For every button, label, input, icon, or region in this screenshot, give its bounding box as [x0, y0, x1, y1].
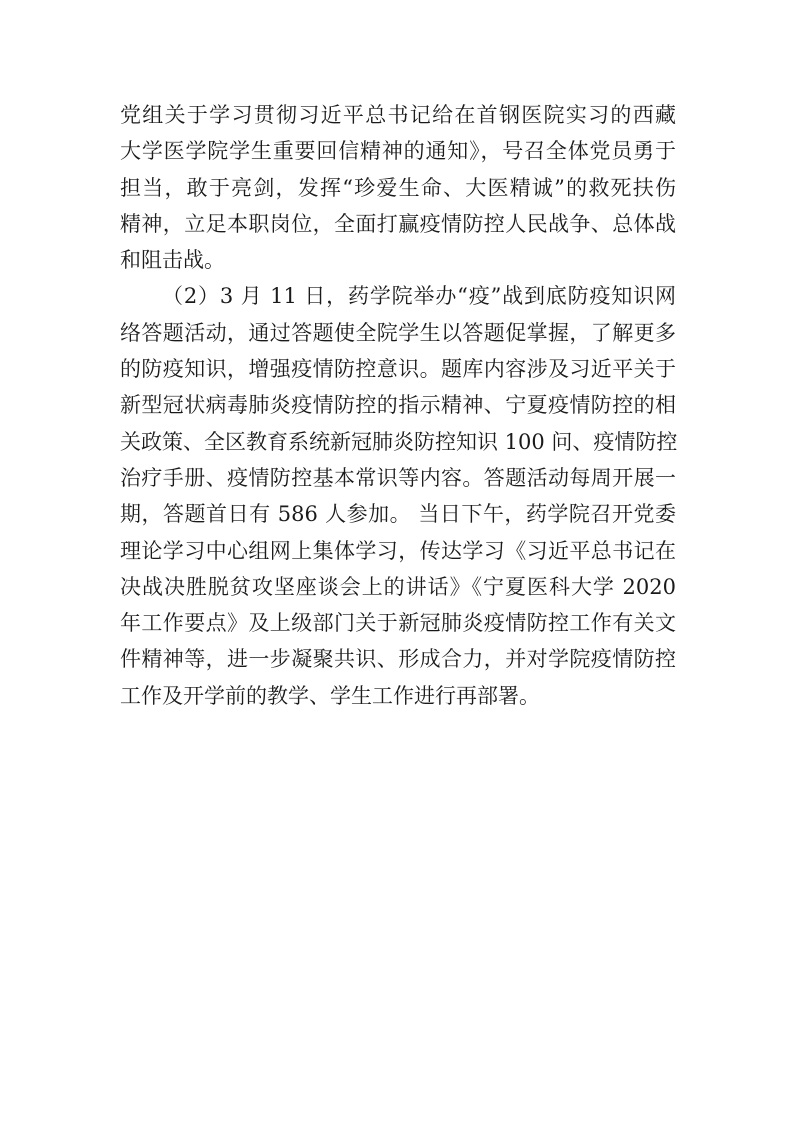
- text-line: 新型冠状病毒肺炎疫情防控的指示精神、宁夏疫情防控的相: [120, 393, 676, 418]
- text-line: 和阻击战。: [120, 248, 225, 273]
- text-line: 件精神等，进一步凝聚共识、形成合力，并对学院疫情防控: [120, 647, 676, 672]
- text-line: 决战决胜脱贫攻坚座谈会上的讲话》《宁夏医科大学 2020: [120, 574, 676, 599]
- text-line: 理论学习中心组网上集体学习，传达学习《习近平总书记在: [120, 538, 676, 563]
- document-body: [120, 97, 676, 714]
- text-line: 党组关于学习贯彻习近平总书记给在首钢医院实习的西藏: [120, 103, 676, 127]
- text-line: 关政策、全区教育系统新冠肺炎防控知识 100 问、疫情防控: [120, 429, 678, 454]
- text-line: 担当，敢于亮剑，发挥“珍爱生命、大医精诚”的救死扶伤: [120, 175, 676, 200]
- text-line: 大学医学院学生重要回信精神的通知》，号召全体党员勇于: [120, 139, 676, 164]
- text-line: 年工作要点》及上级部门关于新冠肺炎疫情防控工作有关文: [120, 611, 676, 636]
- text-line: 工作及开学前的教学、学生工作进行再部署。: [120, 683, 540, 708]
- text-line: 期，答题首日有 586 人参加。 当日下午，药学院召开党委: [120, 502, 676, 527]
- text-line: 治疗手册、疫情防控基本常识等内容。答题活动每周开展一: [120, 465, 676, 490]
- text-line: 络答题活动，通过答题使全院学生以答题促掌握，了解更多: [120, 320, 676, 345]
- text-line: 的防疫知识，增强疫情防控意识。题库内容涉及习近平关于: [120, 357, 676, 382]
- paragraph-1: [120, 97, 676, 278]
- paragraph-2: [120, 278, 676, 714]
- text-line: 精神，立足本职岗位，全面打赢疫情防控人民战争、总体战: [120, 211, 676, 236]
- text-line: （2）3 月 11 日，药学院举办“疫”战到底防疫知识网: [162, 284, 676, 309]
